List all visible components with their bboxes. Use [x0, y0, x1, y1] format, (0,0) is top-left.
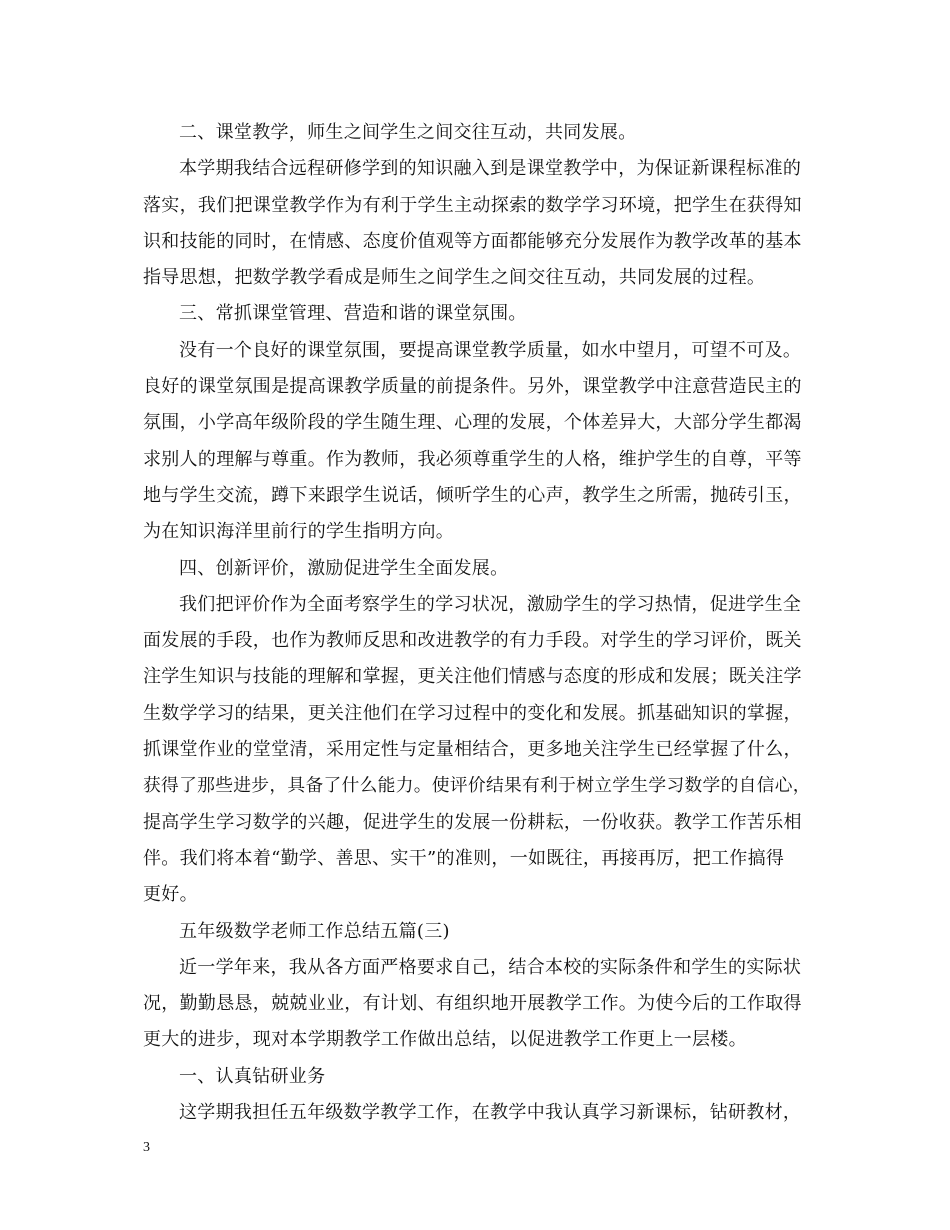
text-line: 五年级数学老师工作总结五篇(三)	[179, 920, 450, 942]
text-line: 这学期我担任五年级数学教学工作，在教学中我认真学习新课标，钻研教材，	[179, 1102, 802, 1124]
text-line: 一、认真钻研业务	[179, 1065, 326, 1087]
text-line: 我们把评价作为全面考察学生的学习状况，激励学生的学习热情，促进学生全	[179, 593, 802, 615]
text-line: 抓课堂作业的堂堂清，采用定性与定量相结合，更多地关注学生已经掌握了什么，	[143, 739, 802, 761]
text-line: 二、课堂教学，师生之间学生之间交往互动，共同发展。	[179, 122, 637, 143]
text-line: 注学生知识与技能的理解和掌握，更关注他们情感与态度的形成和发展；既关注学	[143, 666, 802, 688]
text-line: 伴。我们将本着“勤学、善思、实干”的准则，一如既往，再接再厉，把工作搞得	[143, 847, 785, 869]
text-line: 三、常抓课堂管理、营造和谐的课堂氛围。	[179, 303, 527, 325]
text-line: 四、创新评价，激励促进学生全面发展。	[179, 557, 509, 579]
text-line: 近一学年来，我从各方面严格要求自己，结合本校的实际条件和学生的实际状	[179, 956, 802, 978]
text-line: 地与学生交流，蹲下来跟学生说话，倾听学生的心声，教学生之所需，抛砖引玉，	[143, 484, 802, 506]
text-line: 提高学生学习数学的兴趣，促进学生的发展一份耕耘，一份收获。教学工作苦乐相	[143, 811, 802, 833]
document-body	[143, 115, 813, 1131]
text-line: 更大的进步，现对本学期教学工作做出总结，以促进教学工作更上一层楼。	[143, 1029, 747, 1051]
text-line: 面发展的手段，也作为教师反思和改进教学的有力手段。对学生的学习评价，既关	[143, 630, 802, 652]
page-number: 3	[143, 1140, 150, 1155]
text-line: 识和技能的同时，在情感、态度价值观等方面都能够充分发展作为教学改革的基本	[143, 230, 802, 252]
text-line: 氛围，小学高年级阶段的学生随生理、心理的发展，个体差异大，大部分学生都渴	[143, 412, 802, 434]
text-line: 况，勤勤恳恳，兢兢业业，有计划、有组织地开展教学工作。为使今后的工作取得	[143, 993, 802, 1015]
text-line: 更好。	[143, 884, 198, 906]
text-line: 生数学学习的结果，更关注他们在学习过程中的变化和发展。抓基础知识的掌握，	[143, 702, 802, 724]
text-line: 为在知识海洋里前行的学生指明方向。	[143, 521, 455, 543]
text-line: 获得了那些进步，具备了什么能力。使评价结果有利于树立学生学习数学的自信心，	[143, 776, 811, 797]
text-line: 指导思想，把数学教学看成是师生之间学生之间交往互动，共同发展的过程。	[143, 267, 766, 289]
text-line: 良好的课堂氛围是提高课教学质量的前提条件。另外，课堂教学中注意营造民主的	[143, 376, 802, 398]
text-line: 本学期我结合远程研修学到的知识融入到是课堂教学中，为保证新课程标准的	[179, 158, 802, 180]
text-line: 没有一个良好的课堂氛围，要提高课堂教学质量，如水中望月，可望不可及。	[179, 339, 802, 361]
text-line: 落实，我们把课堂教学作为有利于学生主动探索的数学学习环境，把学生在获得知	[143, 194, 802, 216]
text-line: 求别人的理解与尊重。作为教师，我必须尊重学生的人格，维护学生的自尊，平等	[143, 448, 802, 470]
